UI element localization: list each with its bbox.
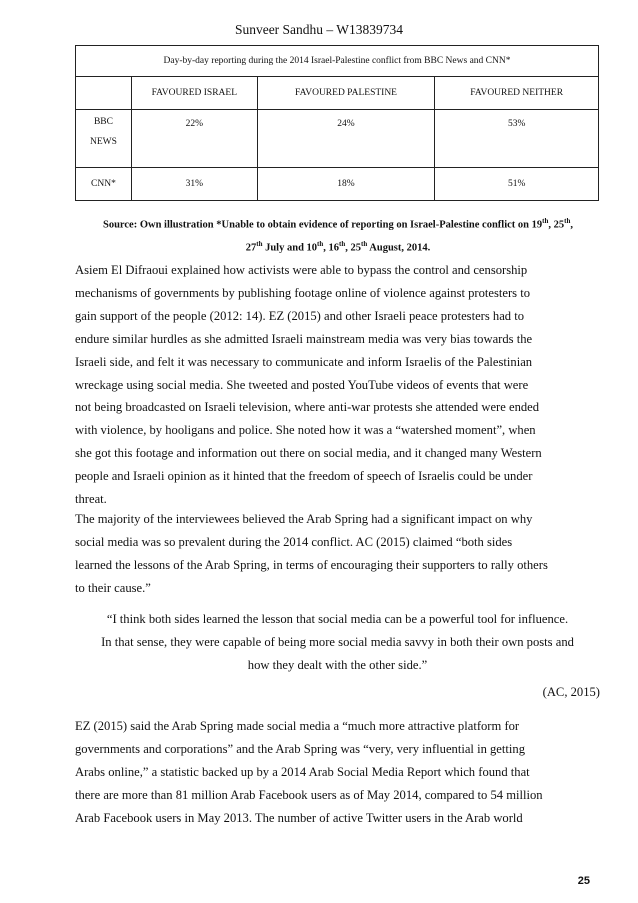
table-row [76, 168, 599, 201]
column-header: FAVOURED ISRAEL [131, 77, 257, 110]
text-line: Arab Facebook users in May 2013. The number of active Twitter users in the Arab world [75, 810, 523, 825]
block-quote [75, 608, 600, 677]
table-caption: Day-by-day reporting during the 2014 Israel-Palestine conflict from BBC News and CNN* [76, 46, 599, 77]
text-line: with violence, by hooligans and police. She noted how it was a “watershed moment”, when [75, 423, 536, 438]
text-line: “I think both sides learned the lesson that social media can be a powerful tool for influence. [106, 612, 569, 626]
text-line: threat. [75, 492, 107, 507]
text-line: The majority of the interviewees believed the Arab Spring had a significant impact on why [75, 512, 533, 526]
table-cell: 18% [257, 168, 435, 201]
source-text: , 25 [548, 219, 565, 231]
text-line: mechanisms of governments by publishing footage online of violence against protesters to [75, 285, 531, 300]
text-line: learned the lessons of the Arab Spring, in terms of encouraging their supporters to rally others [75, 557, 548, 572]
source-sup: th [542, 217, 549, 225]
table-cell: 22% [131, 110, 257, 168]
page-number: 25 [577, 875, 590, 887]
source-text: , [570, 219, 573, 231]
text-line: Arabs online,” a statistic backed up by a 2014 Arab Social Media Report which found that [75, 764, 530, 779]
table-header-row [76, 77, 599, 110]
quote-citation: (AC, 2015) [542, 685, 600, 699]
text-line: not being broadcasted on Israeli television, where anti-war protests she attended were ended [75, 400, 540, 415]
source-sup: th [339, 239, 346, 248]
source-text: July and 10 [262, 242, 318, 253]
text-line: gain support of the people (2012: 14). EZ (2015) and other Israeli peace protesters had to [75, 308, 525, 323]
text-line: wreckage using social media. She tweeted and posted YouTube videos of events that were [75, 377, 529, 392]
text-line: there are more than 81 million Arab Facebook users as of May 2014, compared to 54 million [75, 787, 543, 802]
text-line: to their cause.” [75, 580, 151, 595]
text-line: In that sense, they were capable of being more social media savvy in both their own posts and [101, 634, 574, 649]
row-label: CNN* [76, 168, 132, 201]
text-line: endure similar hurdles as she admitted Israeli mainstream media was very bias towards the [75, 331, 533, 346]
row-label-line: NEWS [90, 137, 117, 147]
reporting-table [75, 45, 599, 201]
source-text: August, 2014. [367, 242, 431, 253]
body-paragraph [75, 508, 600, 600]
column-header: FAVOURED PALESTINE [257, 77, 435, 110]
source-sup: th [256, 239, 263, 248]
table-cell: 53% [435, 110, 599, 168]
table-cell: 24% [257, 110, 435, 168]
text-line: how they dealt with the other side.” [247, 657, 428, 672]
source-text: , 16 [323, 242, 340, 253]
source-sup: th [361, 239, 368, 248]
text-line: EZ (2015) said the Arab Spring made social media a “much more attractive platform for [75, 719, 520, 733]
table-row [76, 110, 599, 168]
row-label [76, 110, 132, 168]
column-header [76, 77, 132, 110]
table-caption-row [76, 46, 599, 77]
source-text: , 25 [345, 242, 361, 253]
text-line: Asiem El Difraoui explained how activists were able to bypass the control and censorship [75, 263, 528, 277]
body-paragraph [75, 715, 600, 830]
page-header: Sunveer Sandhu – W13839734 [234, 22, 404, 37]
table-cell: 51% [435, 168, 599, 201]
table-source-note [70, 212, 606, 257]
source-text: Source: Own illustration *Unable to obtain evidence of reporting on Israel-Palestine conflict on 19 [103, 219, 543, 231]
body-paragraph [75, 259, 600, 511]
column-header: FAVOURED NEITHER [435, 77, 599, 110]
source-text: 27 [245, 242, 257, 253]
text-line: governments and corporations” and the Arab Spring was “very, very influential in getting [75, 741, 525, 756]
text-line: social media was so prevalent during the 2014 conflict. AC (2015) claimed “both sides [75, 534, 513, 549]
text-line: people and Israeli opinion as it hinted that the freedom of speech of Israelis could be under [75, 469, 533, 484]
table-cell: 31% [131, 168, 257, 201]
text-line: Israeli side, and felt it was necessary to communicate and inform Israelis of the Palestinian [75, 354, 533, 369]
source-sup: th [317, 239, 324, 248]
row-label-line: BBC [93, 117, 113, 127]
text-line: she got this footage and information out there on social media, and it changed many Western [75, 446, 542, 461]
source-sup: th [564, 217, 571, 225]
